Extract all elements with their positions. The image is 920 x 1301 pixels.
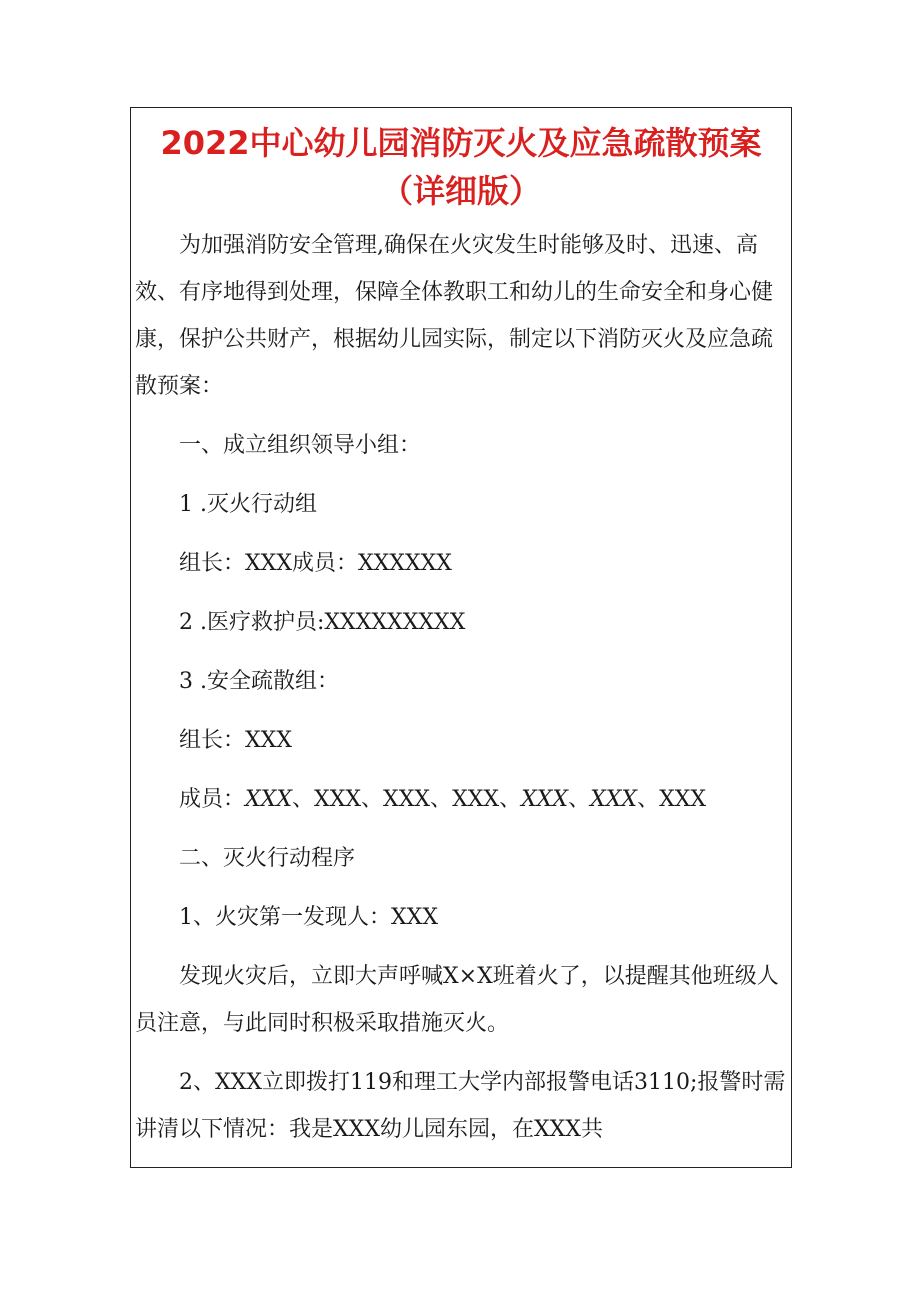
separator: 、 (499, 787, 522, 812)
item-3-leader: 组长：XXX (179, 728, 292, 753)
member-name: XXX (590, 787, 638, 812)
section-2-heading: 二、灭火行动程序 (179, 846, 356, 871)
member-name: XXX (383, 787, 431, 812)
member-name: XXX (659, 787, 707, 812)
step-2-paragraph: 2、XXX立即拨打119和理工大学内部报警电话3110;报警时需讲清以下情况：我是XXX幼儿园东园，在XXX共 (135, 1070, 786, 1142)
item-3-label: 3 .安全疏散组： (179, 669, 339, 694)
title-line-2: （详细版） (380, 172, 541, 210)
member-name: XXX (521, 787, 569, 812)
intro-paragraph: 为加强消防安全管理,确保在火灾发生时能够及时、迅速、高效、有序地得到处理，保障全体教职工和幼儿的生命安全和身心健康，保护公共财产，根据幼儿园实际，制定以下消防灭火及应急疏散预案： (135, 233, 774, 399)
separator: 、 (361, 787, 384, 812)
member-name: XXX (245, 787, 293, 812)
section-1-heading: 一、成立组织领导小组： (179, 433, 422, 458)
item-3-members-prefix: 成员： (179, 787, 246, 812)
member-name: XXX (452, 787, 500, 812)
step-1-paragraph: 发现火灾后，立即大声呼喊X×X班着火了，以提醒其他班级人员注意，与此同时积极采取措施灭火。 (135, 964, 779, 1036)
document-frame (130, 107, 792, 1168)
separator: 、 (568, 787, 591, 812)
separator: 、 (430, 787, 453, 812)
member-name: XXX (314, 787, 362, 812)
separator: 、 (292, 787, 315, 812)
item-3-members-line (135, 776, 787, 823)
item-1-members: 组长：XXX成员：XXXXXX (179, 551, 452, 576)
step-1-label: 1、火灾第一发现人：XXX (179, 905, 438, 930)
item-2-label: 2 .医疗救护员:XXXXXXXXX (179, 610, 466, 635)
item-1-label: 1 .灭火行动组 (179, 492, 317, 517)
separator: 、 (637, 787, 660, 812)
document-title (131, 120, 791, 214)
title-line-1: 2022中心幼儿园消防灭火及应急疏散预案 (160, 124, 762, 162)
document-body (131, 222, 791, 1153)
